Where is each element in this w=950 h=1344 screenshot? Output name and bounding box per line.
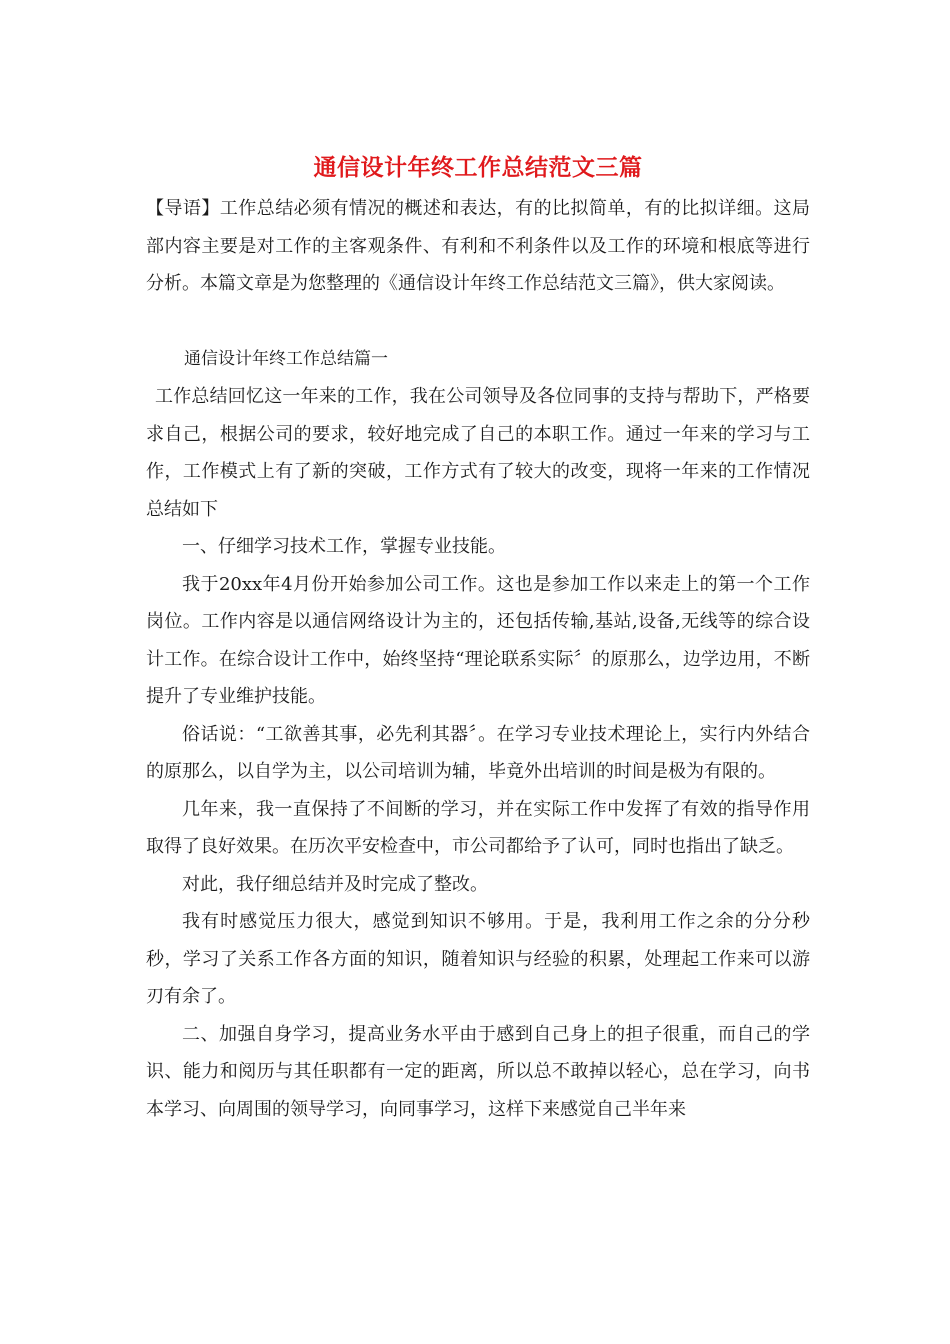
document-page bbox=[146, 146, 810, 1128]
section-heading-2: 二、加强自身学习，提高业务水平由于感到自己身上的担子很重，而自己的学识、能力和阅历与其任职都有一定的距离，所以总不敢掉以轻心，总在学习，向书本学习、向周围的领导学习，向同事学习，这样下来感觉自己半年来 bbox=[146, 1023, 810, 1120]
lead-paragraph: 【导语】工作总结必须有情况的概述和表达，有的比拟简单，有的比拟详细。这局部内容主要是对工作的主客观条件、有利和不利条件以及工作的环境和根底等进行分析。本篇文章是为您整理的《通信设计年终工作总结范文三篇》，供大家阅读。 bbox=[146, 198, 810, 294]
document-title: 通信设计年终工作总结范文三篇 bbox=[313, 154, 643, 181]
body-paragraph: 我于20xx年4月份开始参加公司工作。这也是参加工作以来走上的第一个工作岗位。工作内容是以通信网络设计为主的，还包括传输,基站,设备,无线等的综合设计工作。在综合设计工作中，始终坚持“理论联系实际〞的原那么，边学边用，不断提升了专业维护技能。 bbox=[146, 573, 810, 707]
body-paragraph: 对此，我仔细总结并及时完成了整改。 bbox=[182, 873, 488, 895]
body-paragraph: 我有时感觉压力很大，感觉到知识不够用。于是，我利用工作之余的分分秒秒，学习了关系工作各方面的知识，随着知识与经验的积累，处理起工作来可以游刃有余了。 bbox=[146, 911, 810, 1007]
blank-line bbox=[146, 303, 810, 341]
section-title: 通信设计年终工作总结篇一 bbox=[184, 348, 388, 369]
body-paragraph: 俗话说：“工欲善其事，必先利其器〞。在学习专业技术理论上，实行内外结合的原那么，以自学为主，以公司培训为辅，毕竟外出培训的时间是极为有限的。 bbox=[146, 723, 810, 782]
body-paragraph: 工作总结回忆这一年来的工作，我在公司领导及各位同事的支持与帮助下，严格要求自己，根据公司的要求，较好地完成了自己的本职工作。通过一年来的学习与工作，工作模式上有了新的突破，工作方式有了较大的改变，现将一年来的工作情况总结如下 bbox=[146, 386, 810, 520]
section-heading-1: 一、仔细学习技术工作，掌握专业技能。 bbox=[182, 536, 506, 557]
body-paragraph: 几年来，我一直保持了不间断的学习，并在实际工作中发挥了有效的指导作用取得了良好效果。在历次平安检查中，市公司都给予了认可，同时也指出了缺乏。 bbox=[146, 798, 810, 857]
